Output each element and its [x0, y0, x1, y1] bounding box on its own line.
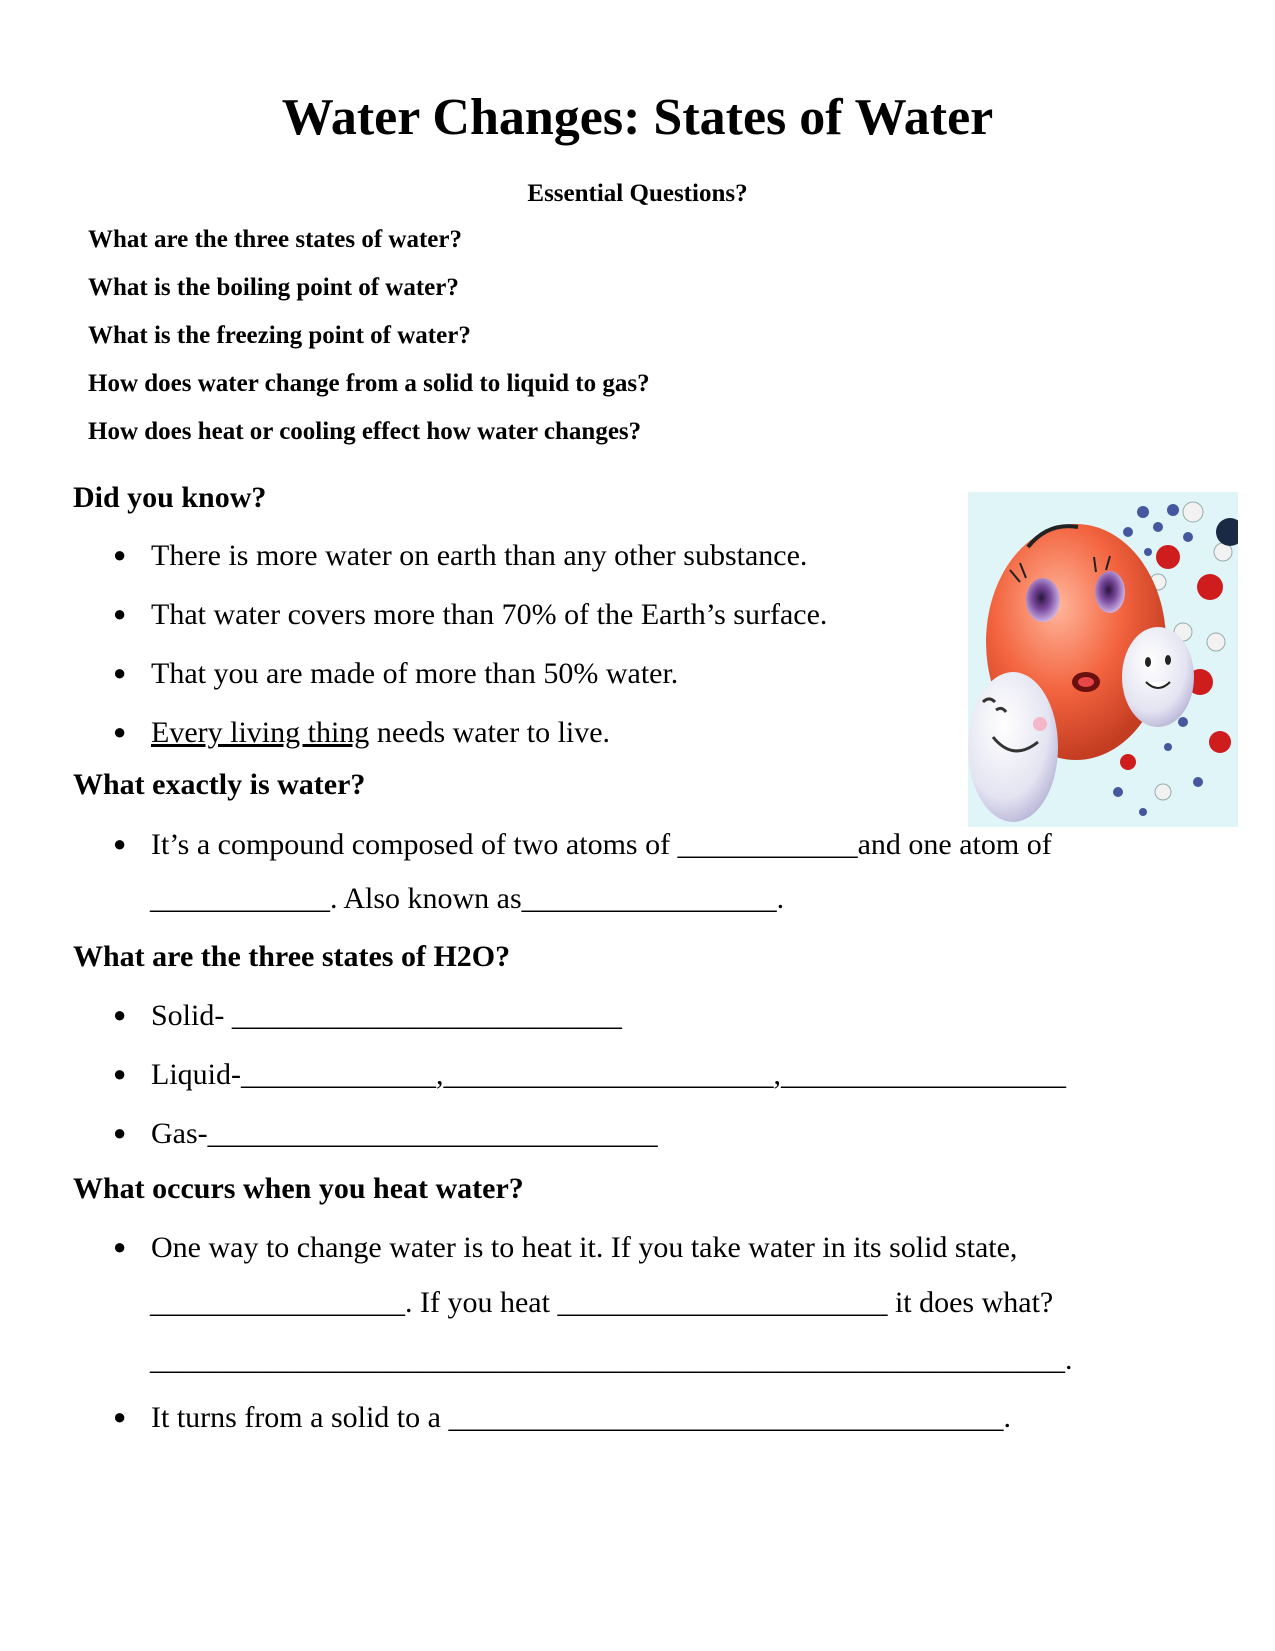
list-item — [113, 714, 610, 751]
fill-in-line: It’s a compound composed of two atoms of ____________and one atom of — [151, 828, 1052, 861]
underlined-phrase: Every living thing — [151, 716, 370, 749]
fill-in-line: Solid- __________________________ — [151, 999, 622, 1032]
bullet-icon: ● — [113, 660, 127, 685]
three-states-heading: What are the three states of H2O? — [73, 940, 511, 973]
bullet-icon: ● — [113, 1234, 127, 1259]
fill-in-line: ____________. Also known as_________________. — [150, 882, 785, 915]
essential-question: What is the freezing point of water? — [88, 322, 471, 349]
fill-in-line: _________________. If you heat ______________________ it does what? — [150, 1286, 1054, 1319]
bullet-icon: ● — [113, 1002, 127, 1027]
bullet-icon: ● — [113, 1120, 127, 1145]
what-is-water-heading: What exactly is water? — [73, 768, 366, 801]
essential-question: How does heat or cooling effect how water changes? — [88, 418, 642, 445]
essential-questions-list — [88, 226, 650, 466]
list-item — [113, 1399, 1011, 1436]
list-item — [113, 1229, 1017, 1266]
bullet-icon: ● — [113, 1061, 127, 1086]
essential-questions-heading: Essential Questions? — [527, 180, 748, 207]
molecule-illustration — [968, 492, 1238, 827]
list-item — [113, 997, 622, 1034]
fact-text: That you are made of more than 50% water. — [151, 657, 679, 690]
essential-question: What is the boiling point of water? — [88, 274, 459, 301]
fill-in-line: _____________________________________________________________. — [150, 1343, 1073, 1376]
water-molecule-cartoon-icon — [968, 492, 1238, 827]
fill-in-line: Liquid-_____________,______________________,___________________ — [151, 1058, 1066, 1091]
list-item — [113, 1056, 1066, 1093]
did-you-know-heading: Did you know? — [73, 481, 267, 514]
list-item — [113, 596, 827, 633]
bullet-icon: ● — [113, 719, 127, 744]
list-item — [113, 655, 678, 692]
list-item — [113, 537, 807, 574]
fill-in-line: Gas-______________________________ — [151, 1117, 658, 1150]
heat-water-heading: What occurs when you heat water? — [73, 1172, 524, 1205]
fact-text: needs water to live. — [369, 716, 611, 749]
fill-in-line: It turns from a solid to a _____________________________________. — [151, 1401, 1011, 1434]
list-item — [113, 1115, 658, 1152]
page-title: Water Changes: States of Water — [281, 89, 994, 146]
list-item — [113, 826, 1052, 863]
fill-in-line: One way to change water is to heat it. If you take water in its solid state, — [151, 1231, 1018, 1264]
fact-text: There is more water on earth than any other substance. — [151, 539, 808, 572]
bullet-icon: ● — [113, 542, 127, 567]
bullet-icon: ● — [113, 601, 127, 626]
essential-question: What are the three states of water? — [88, 226, 462, 253]
fact-text: That water covers more than 70% of the Earth’s surface. — [151, 598, 828, 631]
bullet-icon: ● — [113, 1404, 127, 1429]
bullet-icon: ● — [113, 831, 127, 856]
essential-question: How does water change from a solid to liquid to gas? — [88, 370, 650, 397]
